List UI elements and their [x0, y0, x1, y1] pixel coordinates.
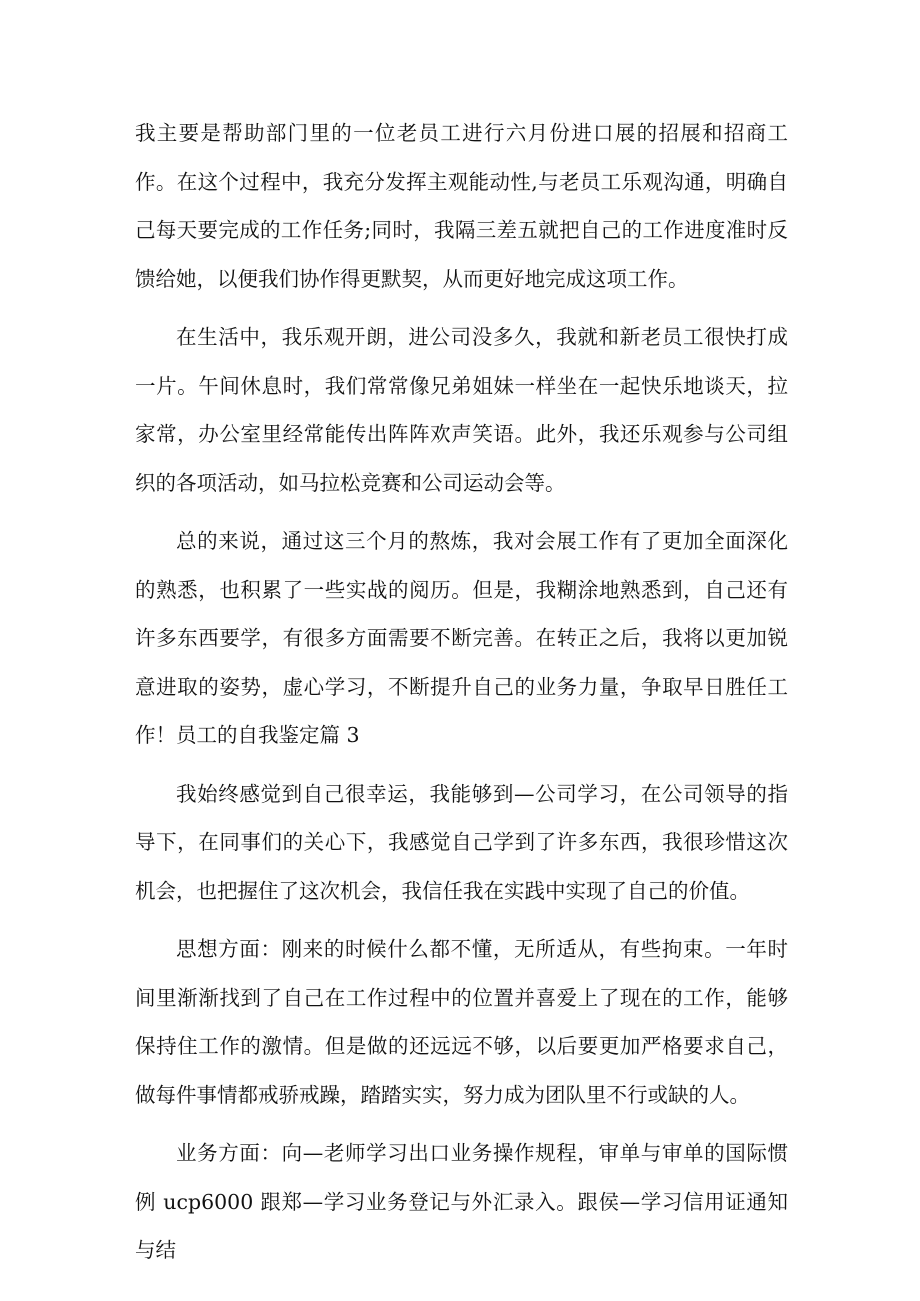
paragraph-5: 思想方面：刚来的时候什么都不懂，无所适从，有些拘束。一年时间里渐渐找到了自己在工作过程中的位置并喜爱上了现在的工作，能够保持住工作的激情。但是做的还远远不够，以后要更加严格要求自己，做每件事情都戒骄戒躁，踏踏实实，努力成为团队里不行或缺的人。: [135, 937, 788, 1107]
paragraph-6: 业务方面：向—老师学习出口业务操作规程，审单与审单的国际惯例 ucp6000 跟郑—学习业务登记与外汇录入。跟侯—学习信用证通知与结: [135, 1141, 788, 1262]
paragraph-4: 我始终感觉到自己很幸运，我能够到—公司学习，在公司领导的指导下，在同事们的关心下，我感觉自己学到了许多东西，我很珍惜这次机会，也把握住了这次机会，我信任我在实践中实现了自己的价值。: [135, 781, 788, 903]
document-body: [135, 109, 788, 1285]
paragraph-3: 总的来说，通过这三个月的熬炼，我对会展工作有了更加全面深化的熟悉，也积累了一些实战的阅历。但是，我糊涂地熟悉到，自己还有许多东西要学，有很多方面需要不断完善。在转正之后，我将以更加锐意进取的姿势，虚心学习，不断提升自己的业务力量，争取早日胜任工作！员工的自我鉴定篇 3: [135, 529, 788, 747]
paragraph-2: 在生活中，我乐观开朗，进公司没多久，我就和新老员工很快打成一片。午间休息时，我们常常像兄弟姐妹一样坐在一起快乐地谈天，拉家常，办公室里经常能传出阵阵欢声笑语。此外，我还乐观参与公司组织的各项活动，如马拉松竞赛和公司运动会等。: [135, 325, 788, 495]
paragraph-1: 我主要是帮助部门里的一位老员工进行六月份进口展的招展和招商工作。在这个过程中，我充分发挥主观能动性,与老员工乐观沟通，明确自己每天要完成的工作任务;同时，我隔三差五就把自己的工作进度准时反馈给她，以便我们协作得更默契，从而更好地完成这项工作。: [135, 121, 788, 291]
